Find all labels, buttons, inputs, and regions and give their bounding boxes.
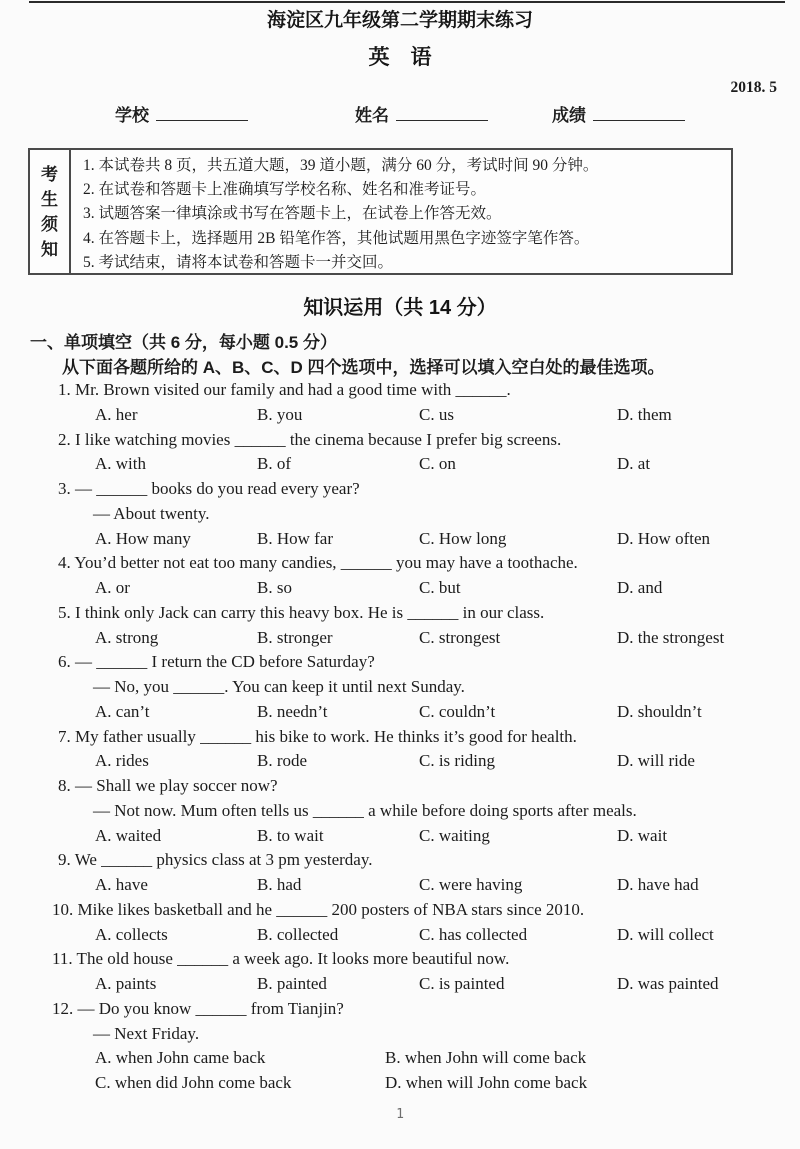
option-b: B. needn’t (257, 701, 328, 721)
option-c: C. is painted (419, 974, 505, 993)
notice-side-label: 考生须知 (41, 164, 58, 259)
option-d: D. them (617, 404, 672, 424)
question-text: 10. Mike likes basketball and he ______ 200 posters of NBA stars since 2010. (52, 899, 585, 919)
question-text-continuation: — No, you ______. You can keep it until next Sunday. (93, 677, 465, 696)
document-title: 海淀区九年级第二学期期末练习 (266, 10, 533, 31)
options-row (95, 749, 800, 774)
notice-box (28, 148, 733, 275)
option-a: A. paints (95, 974, 157, 993)
question-6 (0, 650, 800, 724)
part-instruction: 从下面各题所给的 A、B、C、D 四个选项中，选择可以填入空白处的最佳选项。 (62, 358, 665, 377)
option-c: C. on (419, 454, 456, 474)
option-a: A. How many (95, 528, 191, 548)
option-b: B. when John will come back (385, 1048, 587, 1068)
top-rule (29, 1, 785, 3)
option-b: B. of (257, 454, 291, 474)
question-text: 11. The old house ______ a week ago. It looks more beautiful now. (52, 949, 510, 969)
option-d: D. was painted (617, 974, 719, 993)
question-text: 12. — Do you know ______ from Tianjin? (52, 998, 344, 1018)
name-blank-line (396, 105, 488, 121)
options-row (95, 527, 800, 552)
option-d: D. at (617, 454, 651, 474)
question-text: 4. You’d better not eat too many candies, ______ you may have a toothache. (58, 553, 578, 573)
question-text-continuation: — About twenty. (93, 503, 210, 523)
option-b: B. you (257, 404, 303, 424)
options-row (95, 452, 800, 477)
option-b: B. had (257, 875, 302, 894)
option-a: A. have (95, 875, 148, 894)
option-c: C. How long (419, 528, 507, 548)
question-10 (0, 898, 800, 948)
question-3 (0, 477, 800, 551)
options-row (95, 824, 800, 849)
option-a: A. rides (95, 751, 149, 771)
option-c: C. couldn’t (419, 701, 496, 721)
option-b: B. collected (257, 924, 339, 944)
options-row (95, 923, 800, 948)
option-c: C. but (419, 578, 461, 597)
question-1 (0, 378, 800, 428)
option-d: D. shouldn’t (617, 701, 702, 721)
option-c: C. strongest (419, 627, 501, 647)
notice-side-cell (30, 150, 71, 273)
options-row (95, 1071, 800, 1096)
notice-items (71, 150, 731, 273)
option-a: A. her (95, 404, 138, 424)
school-blank-line (156, 105, 248, 121)
question-text: 9. We ______ physics class at 3 pm yesterday. (58, 850, 373, 870)
question-text: 6. — ______ I return the CD before Saturday? (58, 652, 375, 672)
question-4 (0, 551, 800, 601)
options-row (95, 576, 800, 601)
question-7 (0, 725, 800, 775)
question-text: 8. — Shall we play soccer now? (58, 776, 278, 795)
subject-title: 英 语 (368, 46, 432, 69)
question-2 (0, 428, 800, 478)
option-c: C. when did John come back (95, 1073, 292, 1092)
name-field-label: 姓名 (355, 106, 389, 125)
notice-item: 4. 在答题卡上，选择题用 2B 铅笔作答，其他试题用黑色字迹签字笔作答。 (83, 229, 590, 247)
question-text: 5. I think only Jack can carry this heavy box. He is ______ in our class. (58, 602, 545, 622)
option-c: C. were having (419, 875, 523, 894)
question-text-continuation: — Not now. Mum often tells us ______ a while before doing sports after meals. (93, 800, 637, 820)
notice-item: 3. 试题答案一律填涂或书写在答题卡上，在试卷上作答无效。 (83, 205, 502, 223)
question-text: 1. Mr. Brown visited our family and had a good time with ______. (58, 380, 511, 399)
page-number: 1 (396, 1107, 404, 1122)
option-d: D. wait (617, 825, 668, 845)
question-text: 7. My father usually ______ his bike to work. He thinks it’s good for health. (58, 726, 577, 746)
notice-item: 5. 考试结束，请将本试卷和答题卡一并交回。 (83, 253, 394, 271)
section-title: 知识运用（共 14 分） (303, 297, 497, 319)
option-c: C. us (419, 404, 454, 424)
name-field (355, 101, 488, 126)
option-c: C. waiting (419, 825, 490, 845)
option-a: A. collects (95, 924, 168, 944)
question-text: 2. I like watching movies ______ the cinema because I prefer big screens. (58, 429, 562, 449)
question-9 (0, 848, 800, 898)
school-field (115, 101, 248, 126)
header-fields (0, 101, 800, 127)
options-row (95, 972, 800, 997)
notice-item: 2. 在试卷和答题卡上准确填写学校名称、姓名和准考证号。 (83, 181, 487, 199)
question-text-continuation: — Next Friday. (93, 1023, 200, 1043)
options-row (95, 626, 800, 651)
option-d: D. and (617, 578, 663, 597)
options-row (95, 1046, 800, 1071)
option-a: A. can’t (95, 701, 150, 721)
options-row (95, 403, 800, 428)
option-d: D. have had (617, 875, 699, 894)
option-a: A. or (95, 578, 130, 597)
option-a: A. when John came back (95, 1048, 266, 1068)
part-title: 一、单项填空（共 6 分，每小题 0.5 分） (30, 333, 337, 352)
score-field (552, 101, 685, 126)
option-a: A. waited (95, 825, 162, 845)
score-blank-line (593, 105, 685, 121)
option-a: A. with (95, 454, 146, 474)
option-d: D. when will John come back (385, 1073, 588, 1092)
question-text: 3. — ______ books do you read every year? (58, 479, 360, 498)
option-d: D. How often (617, 528, 711, 548)
notice-item: 1. 本试卷共 8 页，共五道大题，39 道小题，满分 60 分，考试时间 90 分钟。 (83, 157, 599, 174)
question-8 (0, 774, 800, 848)
option-b: B. to wait (257, 825, 324, 845)
option-d: D. will ride (617, 751, 695, 771)
option-c: C. has collected (419, 924, 528, 944)
exam-date: 2018. 5 (730, 79, 777, 96)
option-b: B. rode (257, 751, 308, 771)
option-b: B. painted (257, 974, 327, 993)
option-d: D. the strongest (617, 627, 725, 647)
question-11 (0, 947, 800, 997)
option-a: A. strong (95, 627, 159, 647)
option-c: C. is riding (419, 751, 496, 771)
options-row (95, 700, 800, 725)
score-field-label: 成绩 (552, 106, 586, 125)
question-list (0, 378, 800, 1096)
school-field-label: 学校 (115, 106, 149, 125)
question-5 (0, 601, 800, 651)
option-b: B. so (257, 578, 292, 597)
option-b: B. stronger (257, 627, 333, 647)
options-row (95, 873, 800, 898)
option-d: D. will collect (617, 924, 714, 944)
question-12 (0, 997, 800, 1096)
option-b: B. How far (257, 528, 334, 548)
